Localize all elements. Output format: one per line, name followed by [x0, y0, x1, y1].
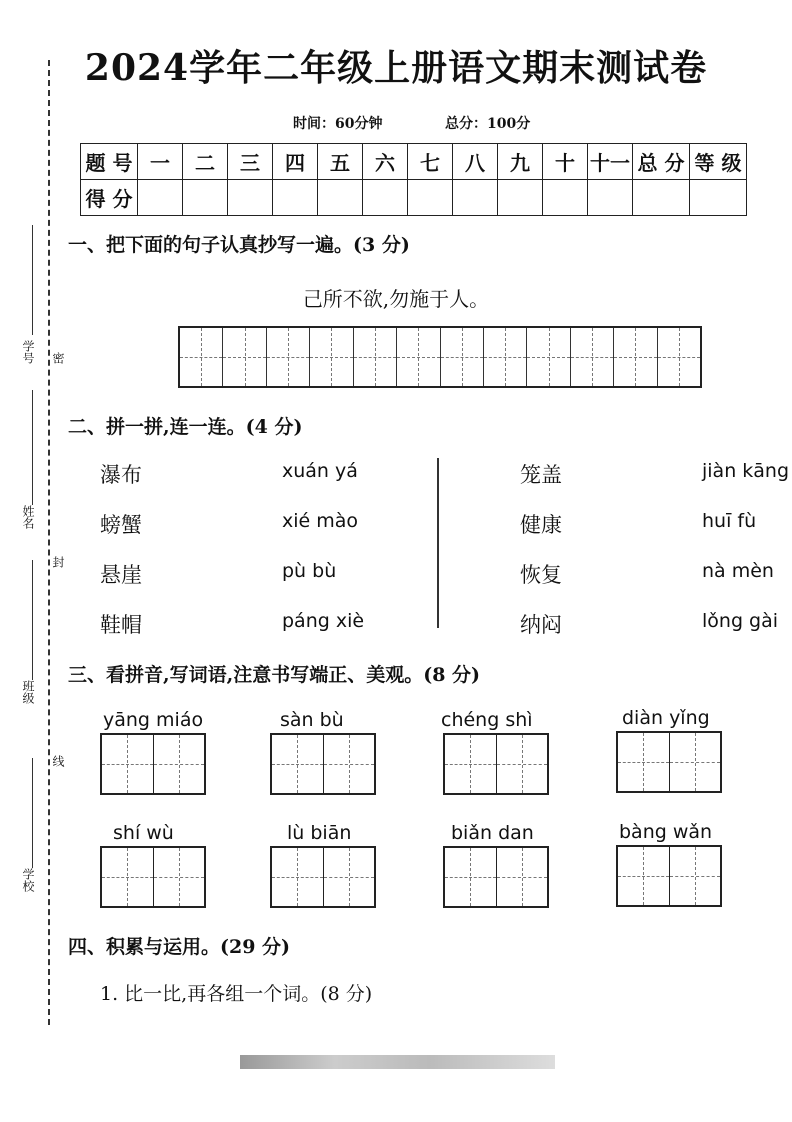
match-word[interactable]: 笼盖	[520, 463, 562, 487]
writing-cell[interactable]	[102, 848, 154, 906]
match-word[interactable]: 恢复	[520, 563, 562, 587]
match-word[interactable]: 纳闷	[520, 613, 562, 637]
binding-blank-line	[32, 758, 33, 868]
table-cell: 十一	[588, 144, 633, 180]
match-word[interactable]: 瀑布	[100, 463, 142, 487]
writing-cell[interactable]	[497, 848, 548, 906]
binding-label-student-no: 学号	[21, 340, 35, 364]
pinyin-prompt: bàng wǎn	[619, 821, 713, 843]
table-cell: 总 分	[633, 144, 690, 180]
table-cell: 九	[498, 144, 543, 180]
score-entry-cell[interactable]	[690, 180, 747, 216]
writing-cell[interactable]	[272, 848, 324, 906]
writing-cell[interactable]	[670, 847, 721, 905]
table-cell: 五	[318, 144, 363, 180]
match-word[interactable]: 螃蟹	[100, 513, 142, 537]
score-entry-cell[interactable]	[138, 180, 183, 216]
exam-time: 时间：60分钟	[293, 116, 383, 132]
word-writing-box[interactable]	[616, 845, 722, 907]
pinyin-prompt: lù biān	[287, 822, 352, 844]
writing-cell[interactable]	[618, 733, 670, 791]
word-writing-box[interactable]	[270, 733, 376, 795]
writing-cell[interactable]	[324, 848, 375, 906]
match-pinyin[interactable]: jiàn kāng	[702, 460, 790, 482]
table-cell: 十	[543, 144, 588, 180]
pinyin-prompt: chéng shì	[441, 709, 533, 731]
score-entry-cell[interactable]	[183, 180, 228, 216]
writing-cell[interactable]	[497, 735, 548, 793]
table-cell: 得 分	[81, 180, 138, 216]
writing-cell[interactable]	[223, 328, 266, 386]
table-cell: 八	[453, 144, 498, 180]
binding-label-feng: 封	[51, 556, 65, 568]
word-writing-box[interactable]	[270, 846, 376, 908]
binding-blank-line	[32, 225, 33, 335]
writing-cell[interactable]	[354, 328, 397, 386]
match-pinyin[interactable]: nà mèn	[702, 560, 774, 582]
pinyin-prompt: yāng miáo	[103, 709, 204, 731]
score-table	[80, 143, 747, 216]
match-pinyin[interactable]: lǒng gài	[702, 610, 779, 632]
score-entry-cell[interactable]	[453, 180, 498, 216]
score-entry-cell[interactable]	[363, 180, 408, 216]
writing-cell[interactable]	[484, 328, 527, 386]
writing-cell[interactable]	[397, 328, 440, 386]
writing-cell[interactable]	[441, 328, 484, 386]
table-cell: 一	[138, 144, 183, 180]
section4-heading: 四、积累与运用。(29 分)	[68, 936, 291, 958]
writing-cell[interactable]	[670, 733, 721, 791]
match-pinyin[interactable]: huī fù	[702, 510, 757, 532]
writing-cell[interactable]	[180, 328, 223, 386]
match-word[interactable]: 健康	[520, 513, 562, 537]
writing-cell[interactable]	[310, 328, 353, 386]
word-writing-box[interactable]	[616, 731, 722, 793]
score-entry-cell[interactable]	[633, 180, 690, 216]
score-entry-cell[interactable]	[588, 180, 633, 216]
binding-label-seal: 密	[51, 352, 65, 364]
pinyin-prompt: shí wù	[113, 822, 174, 844]
copy-writing-grid[interactable]	[178, 326, 702, 388]
word-writing-box[interactable]	[443, 733, 549, 795]
score-entry-cell[interactable]	[543, 180, 588, 216]
word-writing-box[interactable]	[443, 846, 549, 908]
binding-dashed-line	[48, 60, 50, 1025]
writing-cell[interactable]	[272, 735, 324, 793]
table-cell: 三	[228, 144, 273, 180]
writing-cell[interactable]	[154, 735, 205, 793]
score-table-header-row	[81, 144, 747, 180]
score-table-score-row	[81, 180, 747, 216]
score-entry-cell[interactable]	[273, 180, 318, 216]
table-cell: 四	[273, 144, 318, 180]
writing-cell[interactable]	[614, 328, 657, 386]
binding-label-name: 姓名	[21, 505, 35, 529]
word-writing-box[interactable]	[100, 733, 206, 795]
binding-blank-line	[32, 390, 33, 505]
binding-blank-line	[32, 560, 33, 680]
match-word[interactable]: 悬崖	[100, 563, 142, 587]
writing-cell[interactable]	[445, 735, 497, 793]
writing-cell[interactable]	[445, 848, 497, 906]
score-entry-cell[interactable]	[228, 180, 273, 216]
pinyin-prompt: diàn yǐng	[622, 707, 710, 729]
writing-cell[interactable]	[571, 328, 614, 386]
table-cell: 六	[363, 144, 408, 180]
match-pinyin[interactable]: xié mào	[282, 510, 359, 532]
writing-cell[interactable]	[324, 735, 375, 793]
writing-cell[interactable]	[658, 328, 700, 386]
binding-label-line: 线	[51, 755, 65, 767]
match-pinyin[interactable]: pù bù	[282, 560, 337, 582]
score-entry-cell[interactable]	[318, 180, 363, 216]
table-cell: 七	[408, 144, 453, 180]
section2-heading: 二、拼一拼,连一连。(4 分)	[68, 416, 303, 438]
score-entry-cell[interactable]	[498, 180, 543, 216]
match-pinyin[interactable]: páng xiè	[282, 610, 365, 632]
binding-label-school: 学校	[21, 868, 35, 892]
blurred-footer-bar	[240, 1055, 555, 1069]
writing-cell[interactable]	[267, 328, 310, 386]
section4-question-1: 1. 比一比,再各组一个词。(8 分)	[100, 983, 373, 1005]
exam-total: 总分：100分	[445, 116, 531, 132]
section3-heading: 三、看拼音,写词语,注意书写端正、美观。(8 分)	[68, 664, 481, 686]
binding-label-class: 班级	[21, 680, 35, 704]
column-divider	[437, 458, 439, 628]
pinyin-prompt: biǎn dan	[451, 822, 534, 844]
match-word[interactable]: 鞋帽	[100, 613, 142, 637]
writing-cell[interactable]	[618, 847, 670, 905]
writing-cell[interactable]	[527, 328, 570, 386]
page-title: 2024学年二年级上册语文期末测试卷	[84, 47, 708, 89]
copy-sentence: 己所不欲,勿施于人。	[302, 287, 490, 311]
section1-heading: 一、把下面的句子认真抄写一遍。(3 分)	[68, 234, 410, 256]
table-cell: 等 级	[690, 144, 747, 180]
writing-cell[interactable]	[102, 735, 154, 793]
pinyin-prompt: sàn bù	[280, 709, 344, 731]
table-cell: 二	[183, 144, 228, 180]
match-pinyin[interactable]: xuán yá	[282, 460, 358, 482]
word-writing-box[interactable]	[100, 846, 206, 908]
table-cell: 题 号	[81, 144, 138, 180]
score-entry-cell[interactable]	[408, 180, 453, 216]
writing-cell[interactable]	[154, 848, 205, 906]
